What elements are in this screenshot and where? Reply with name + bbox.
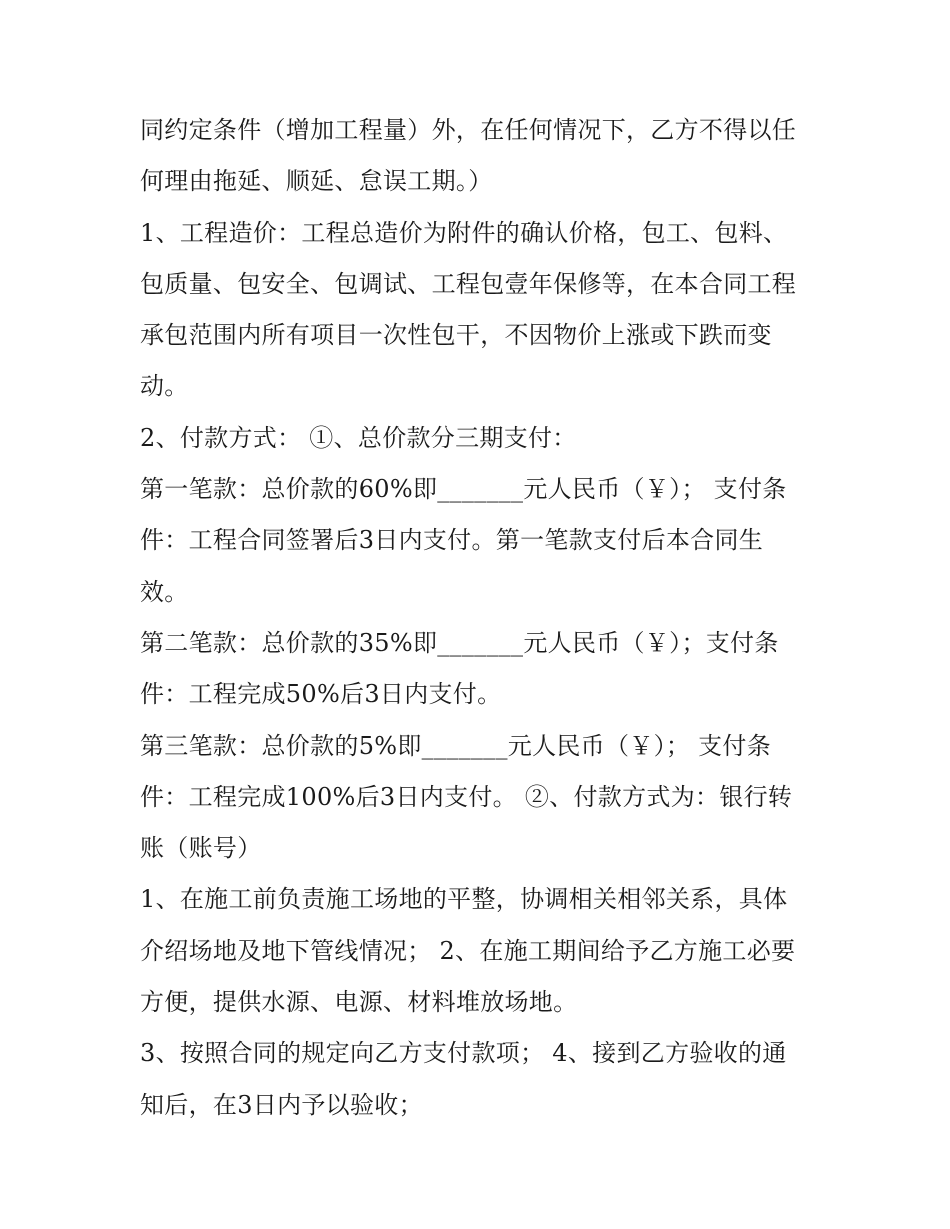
text-line: 2、付款方式： ①、总价款分三期支付：: [140, 423, 577, 452]
text-line: 第二笔款：总价款的35%即_______元人民币（￥）；支付条: [140, 628, 779, 657]
text-line: 效。: [140, 577, 189, 606]
text-line: 包质量、包安全、包调试、工程包壹年保修等，在本合同工程: [140, 269, 797, 298]
text-line: 方便，提供水源、电源、材料堆放场地。: [140, 988, 578, 1017]
text-line: 件：工程合同签署后3日内支付。第一笔款支付后本合同生: [140, 526, 764, 555]
text-line: 知后，在3日内予以验收；: [140, 1090, 423, 1119]
document-body: [140, 105, 820, 1131]
text-line: 1、在施工前负责施工场地的平整，协调相关相邻关系，具体: [140, 885, 788, 914]
text-line: 第三笔款：总价款的5%即_______元人民币（￥）； 支付条: [140, 731, 772, 760]
text-line: 账（账号）: [140, 834, 262, 863]
text-line: 件：工程完成100%后3日内支付。 ②、付款方式为：银行转: [140, 782, 793, 811]
text-line: 动。: [140, 372, 189, 401]
text-line: 件：工程完成50%后3日内支付。: [140, 680, 502, 709]
text-line: 第一笔款：总价款的60%即_______元人民币（￥）； 支付条: [140, 475, 787, 504]
text-line: 介绍场地及地下管线情况； 2、在施工期间给予乙方施工必要: [140, 936, 796, 965]
text-line: 同约定条件（增加工程量）外，在任何情况下，乙方不得以任: [140, 116, 797, 144]
text-line: 承包范围内所有项目一次性包干，不因物价上涨或下跌而变: [140, 321, 772, 350]
text-line: 1、工程造价：工程总造价为附件的确认价格，包工、包料、: [140, 218, 788, 247]
text-line: 3、按照合同的规定向乙方支付款项； 4、接到乙方验收的通: [140, 1039, 787, 1068]
text-line: 何理由拖延、顺延、怠误工期。）: [140, 167, 493, 196]
